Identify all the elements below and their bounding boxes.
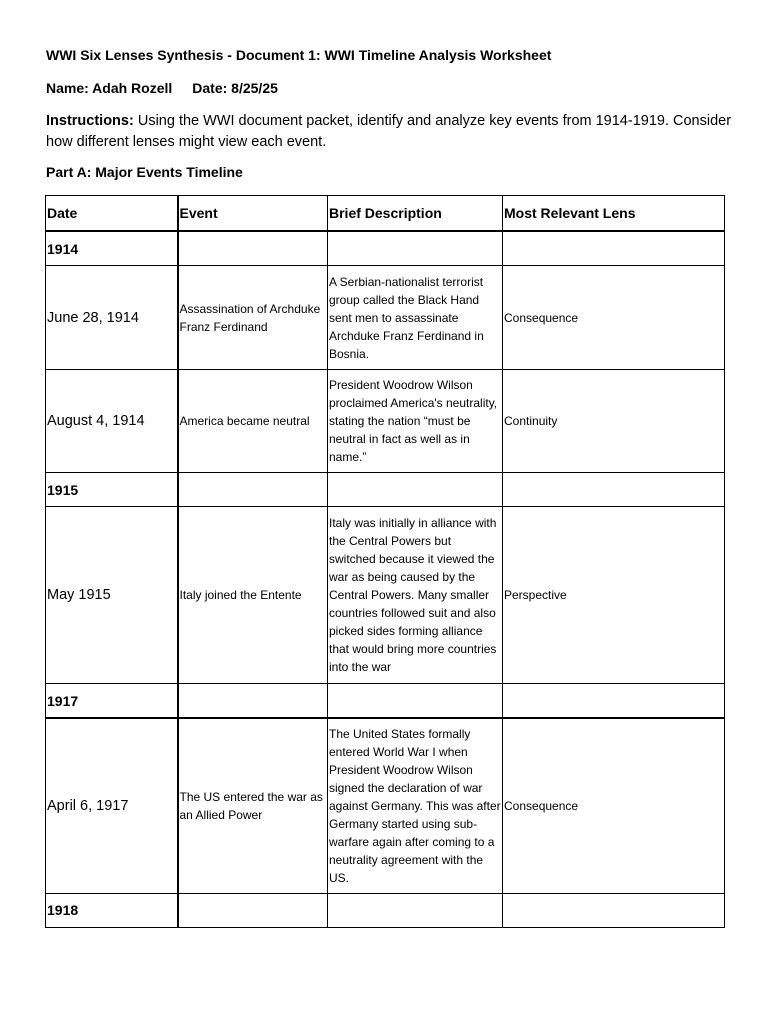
event-lens: Consequence xyxy=(503,266,725,370)
empty-cell xyxy=(328,473,503,507)
empty-cell xyxy=(503,231,725,266)
student-name: Name: Adah Rozell xyxy=(46,80,173,96)
event-description: President Woodrow Wilson proclaimed America's neutrality, stating the nation “must be neutral in fact as well as in name.” xyxy=(328,370,503,473)
timeline-table xyxy=(45,195,725,928)
worksheet-date: Date: 8/25/25 xyxy=(192,80,278,96)
event-name: The US entered the war as an Allied Power xyxy=(178,718,328,893)
part-a-heading: Part A: Major Events Timeline xyxy=(46,164,243,180)
empty-cell xyxy=(328,893,503,927)
empty-cell xyxy=(328,231,503,266)
event-date: April 6, 1917 xyxy=(46,718,178,893)
event-lens: Perspective xyxy=(503,507,725,684)
instructions-label: Instructions: xyxy=(46,113,134,129)
table-row xyxy=(46,507,725,684)
empty-cell xyxy=(503,893,725,927)
empty-cell xyxy=(178,893,328,927)
instructions-text: Using the WWI document packet, identify and analyze key events from 1914-1919. Consider how different lenses might view each event. xyxy=(46,113,732,150)
table-row xyxy=(46,370,725,473)
document-title: WWI Six Lenses Synthesis - Document 1: WWI Timeline Analysis Worksheet xyxy=(46,47,552,63)
event-lens: Consequence xyxy=(503,718,725,893)
table-row xyxy=(46,718,725,893)
year-cell: 1917 xyxy=(46,684,178,719)
header-description: Brief Description xyxy=(328,196,503,232)
empty-cell xyxy=(178,473,328,507)
header-event: Event xyxy=(178,196,328,232)
empty-cell xyxy=(503,473,725,507)
header-date: Date xyxy=(46,196,178,232)
table-header-row xyxy=(46,196,725,232)
year-row xyxy=(46,473,725,507)
empty-cell xyxy=(178,684,328,719)
empty-cell xyxy=(503,684,725,719)
year-row xyxy=(46,231,725,266)
event-lens: Continuity xyxy=(503,370,725,473)
year-row xyxy=(46,684,725,719)
year-cell: 1918 xyxy=(46,893,178,927)
event-date: August 4, 1914 xyxy=(46,370,178,473)
year-cell: 1915 xyxy=(46,473,178,507)
empty-cell xyxy=(328,684,503,719)
event-date: June 28, 1914 xyxy=(46,266,178,370)
event-name: Italy joined the Entente xyxy=(178,507,328,684)
event-name: America became neutral xyxy=(178,370,328,473)
instructions xyxy=(46,111,736,153)
table-row xyxy=(46,266,725,370)
header-lens: Most Relevant Lens xyxy=(503,196,725,232)
event-description: A Serbian-nationalist terrorist group called the Black Hand sent men to assassinate Archduke Franz Ferdinand in Bosnia. xyxy=(328,266,503,370)
empty-cell xyxy=(178,231,328,266)
event-name: Assassination of Archduke Franz Ferdinand xyxy=(178,266,328,370)
event-date: May 1915 xyxy=(46,507,178,684)
event-description: Italy was initially in alliance with the Central Powers but switched because it viewed the war as being caused by the Central Powers. Many smaller countries followed suit and also picked sides forming alliance that would bring more countries into the war xyxy=(328,507,503,684)
year-row xyxy=(46,893,725,927)
year-cell: 1914 xyxy=(46,231,178,266)
event-description: The United States formally entered World War I when President Woodrow Wilson signed the declaration of war against Germany. This was after Germany started using sub-warfare again after coming to a neutrality agreement with the US. xyxy=(328,718,503,893)
name-date-line xyxy=(46,80,278,96)
